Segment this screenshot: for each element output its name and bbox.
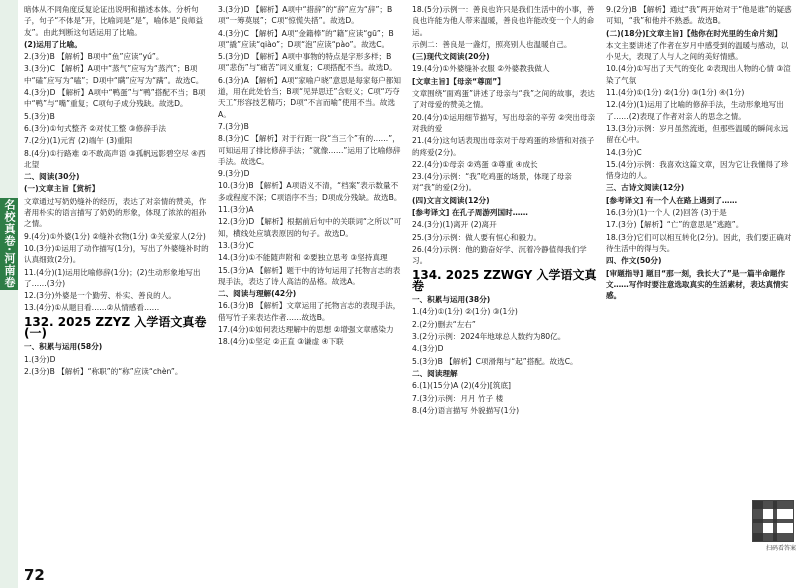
answer-line: 2.(3分)B 【解析】“称职”的“称”应读“chèn”。 xyxy=(24,366,183,376)
answer-line: 3.(2分)示例：2024年地球总人数约为80亿。 xyxy=(412,332,566,342)
answer-line: 20.(4分)①运用细节描写，写出母亲的辛劳 ②突出母亲对我的爱 xyxy=(412,112,596,133)
answer-line: 18.(5分)示例一：善良也许只是我们生活中的小事，善良也许能为他人带来温暖，善良也许能改变一个人的命运。 xyxy=(412,5,595,37)
answer-line: 11.(3分)A xyxy=(218,205,254,215)
page-number: 72 xyxy=(24,566,45,584)
answer-line: [参考译文] 在孔子周游列国时…… xyxy=(412,208,528,218)
answer-line: (一)文章主旨【赏析】 xyxy=(24,184,100,194)
answer-line: 19.(4分)①外婆缝补衣服 ②外婆教我做人 xyxy=(412,64,550,74)
answer-line: 6.(1)(15分)A (2)(4分)[筑底] xyxy=(412,381,512,391)
answer-line: 8.(4分)①行路难 ②不敢高声语 ③孤帆远影碧空尽 ④西北望 xyxy=(24,148,206,169)
answer-line: (三)现代文阅读(20分) xyxy=(412,52,490,62)
answer-line: 2.(2分)删去“左右” xyxy=(412,319,476,329)
answer-line: 1.(4分)①(1分) ②(1分) ③(1分) xyxy=(412,307,518,317)
answer-line: 11.(4分)①(1分) ②(1分) ③(1分) ④(1分) xyxy=(606,88,745,98)
answer-line: 13.(3分)C xyxy=(218,240,254,250)
answer-line: 12.(4分)(1)运用了比喻的修辞手法，生动形象地写出了……(2)表现了作者对亲人的思念之情。 xyxy=(606,100,784,121)
answer-line: 四、作文(50分) xyxy=(606,256,662,266)
column-2 xyxy=(218,4,404,584)
answer-line: 8.(3分)C 【解析】对于行距一段“当三个”有的……”，可知运用了排比修辞手法；“就像……”运用了比喻修辞手法。故选C。 xyxy=(218,134,401,166)
answer-line: 16.(3分)B 【解析】文章运用了托物言志的表现手法，借写竹子来表达作者……故选B。 xyxy=(218,301,401,322)
answer-line: 10.(3分)①运用了动作描写(1分)，写出了外婆缝补时的认真细致(2分)。 xyxy=(24,243,209,265)
answer-line: 17.(3分)【解析】“亡”的意思是“逃跑”。 xyxy=(606,220,744,230)
answer-line: 10.(3分)B 【解析】A项语义不清，“档案”表示数量不多或程度不深；C项语序不当；D项成分残缺。故选B。 xyxy=(218,181,402,202)
answer-line: 11.(4分)(1)运用比喻修辞(1分)；(2)生动形象地写出了……(3分) xyxy=(24,267,201,288)
answer-line: 15.(3分)A 【解析】题干中的诗句运用了托物言志的表现手法，表达了诗人高洁的品格。故选A。 xyxy=(218,265,401,286)
answer-line: 2.(3分)B 【解析】B项中“鱼”应读“yú”。 xyxy=(24,52,164,62)
answer-line: 18.(4分)①坚定 ②正直 ③谦虚 ④下联 xyxy=(218,337,344,347)
qr-caption: 扫码看答案 xyxy=(765,545,796,552)
answer-line: 5.(3分)B xyxy=(24,111,55,121)
answer-line: [审题指导] 题目“那一刻，我长大了”是一篇半命题作文……写作时要注意选取真实的生活素材，表达真情实感。 xyxy=(606,268,789,301)
answer-line: 25.(3分)示例：做人要有恒心和毅力。 xyxy=(412,232,542,242)
answer-line: 10.(4分)①写出了天气的变化 ②表现出人物的心情 ③渲染了气氛 xyxy=(606,64,791,85)
sidebar-tab: 名校真卷·河南卷 xyxy=(0,198,18,290)
answer-line: 14.(3分)C xyxy=(606,147,642,157)
sidebar xyxy=(0,0,18,588)
column-4 xyxy=(606,4,794,584)
answer-line: 15.(4分)示例：我喜欢这篇文章，因为它让我懂得了珍惜身边的人。 xyxy=(606,159,789,181)
answer-line: 6.(3分)①句式整齐 ②对仗工整 ③修辞手法 xyxy=(24,123,166,133)
answer-line: 5.(3分)D 【解析】A项中事物的特点是字形多样；B项“悲伤”与“痛苦”词义重复；C项搭配不当。故选D。 xyxy=(218,52,397,73)
answer-line: 7.(3分)B xyxy=(218,121,249,131)
answer-line: 23.(4分)示例：“我”吃鸡蛋的场景，体现了母亲对“我”的爱(2分)。 xyxy=(412,172,572,193)
answer-line: (二)(18分)[文章主旨]【他你在时光里的生命片刻】 xyxy=(606,28,782,38)
answer-line: 6.(3分)A 【解析】A项“家喻户晓”意思是每家每户都知道，用在此处恰当；B项“见异思迁”含贬义；C项“巧夺天工”形容技艺精巧；D项“不言而喻”使用不当。故选A。 xyxy=(218,75,401,119)
exam-title: 132. 2025 ZZYZ 入学语文真卷(一) xyxy=(24,314,207,341)
answer-line: 暗体从不同角度反复论证出说明和描述本体。分析句子，句子“不体是”开，比喻词是“是”，喻体是“良师益友”。由此判断这句话运用了比喻。 xyxy=(24,5,204,37)
answer-line: 18.(3分)它们可以相互转化(2分)。因此，我们要正确对待生活中的得与失。 xyxy=(606,232,792,253)
exam-title: 134. 2025 ZZWGY 入学语文真卷 xyxy=(412,267,597,293)
answer-line: 9.(4分)①外婆(1分) ②缝补衣物(1分) ③关爱家人(2分) xyxy=(24,231,206,241)
answer-line: 7.(3分)示例：月月 竹子 楼 xyxy=(412,393,504,403)
answer-line: 24.(3分)(1)离开 (2)离开 xyxy=(412,220,497,230)
answer-line: 13.(3分)示例：岁月虽然流逝，但那些温暖的瞬间永远留在心中。 xyxy=(606,123,789,145)
answer-line: 14.(3分)①不能随声附和 ②要独立思考 ③坚持真理 xyxy=(218,253,388,263)
answer-line: 4.(3分)D 【解析】A项中“鸭蛋”与“鸭”搭配不当；B项中“鸭”与“嘴”重复；C项句子成分残缺。故选D。 xyxy=(24,88,206,109)
answer-line: 二、阅读理解 xyxy=(412,368,458,378)
answer-line: [参考译文] 有一个人在路上遇到了…… xyxy=(606,195,738,205)
answer-line: 21.(4分)这句话表现出母亲对于母鸡蛋的珍惜和对孩子的疼爱(2分)。 xyxy=(412,136,595,157)
answer-line: 文章围绕“面鸡蛋”讲述了母亲与“我”之间的故事，表达了对母爱的赞美之情。 xyxy=(412,89,595,110)
answer-line: 9.(2分)B 【解析】通过“我”两开始对于“他是谁”的疑惑可知，“我”和他并不熟悉。故选B。 xyxy=(606,5,792,26)
answer-line: 三、古诗文阅读(12分) xyxy=(606,183,685,193)
answer-line: [文章主旨]【母亲“尊面”】 xyxy=(412,76,505,86)
answer-line: 13.(4分)①从题目看……②从情感看…… xyxy=(24,303,160,313)
answer-line: 一、积累与运用(38分) xyxy=(412,295,491,305)
answer-line: 4.(3分)C 【解析】A项“金籍棒”的“籍”应读“gū”；B项“撬”应读“qiào”；D项“泡”应读“pào”。故选C。 xyxy=(218,28,394,49)
answer-line: (四)文言文阅读(12分) xyxy=(412,195,490,205)
answer-line: 示例二：善良是一盏灯，照亮别人也温暖自己。 xyxy=(412,39,572,49)
answer-line: 8.(4分)语言描写 外貌描写(1分) xyxy=(412,405,520,415)
answer-line: 二、阅读(30分) xyxy=(24,172,80,182)
answer-line: 3.(3分)C 【解析】A项中“蒸气”应写为“蒸汽”；B项中“磕”应写为“嗑”；D项中“瞒”应写为“蹒”。故选C。 xyxy=(24,64,204,85)
answer-line: 1.(3分)D xyxy=(24,354,56,364)
column-1 xyxy=(24,4,210,584)
answer-line: 26.(4分)示例：他的勤奋好学、沉着冷静值得我们学习。 xyxy=(412,244,587,266)
column-3 xyxy=(412,4,598,584)
answer-line: 4.(3分)D xyxy=(412,344,444,354)
answer-line: 5.(3分)B 【解析】C项滑翔与“起”搭配。故选C。 xyxy=(412,356,578,366)
answer-line: 7.(2分)(1)元宵 (2)端午 (3)重阳 xyxy=(24,136,133,146)
answer-line: 17.(4分)①如何表达理解中的思想 ②增强文章感染力 xyxy=(218,325,394,335)
answer-line: (2)运用了比喻。 xyxy=(24,39,82,49)
answer-line: 12.(3分)外婆是一个勤劳、朴实、善良的人。 xyxy=(24,291,176,301)
answer-line: 3.(3分)D 【解析】A项中“措辞”的“辞”应为“辞”；B项“一筹莫展”；C项“惊慌失措”。故选D。 xyxy=(218,5,393,26)
answer-line: 16.(3分)(1)一个人 (2)回答 (3)于是 xyxy=(606,208,727,218)
answer-line: 本文主要讲述了作者在岁月中感受到的温暖与感动，以小见大，表现了人与人之间的美好情感。 xyxy=(606,40,789,62)
answer-line: 12.(3分)D 【解析】根据前后句中的关联词“之所以”可知，横线处应填表原因的句子。故选D。 xyxy=(218,217,402,238)
qr-code-icon[interactable] xyxy=(752,500,794,542)
answer-line: 一、积累与运用(58分) xyxy=(24,342,103,352)
answer-line: 二、阅读与理解(42分) xyxy=(218,289,297,299)
answer-line: 9.(3分)D xyxy=(218,169,250,179)
answer-line: 22.(4分)①母亲 ②鸡蛋 ③尊重 ④成长 xyxy=(412,159,538,169)
answer-line: 文章通过写奶奶缝补的经历，表达了对亲情的赞美，作者用朴实的语言描写了奶奶的形象，体现了浓浓的祖孙之情。 xyxy=(24,196,207,229)
